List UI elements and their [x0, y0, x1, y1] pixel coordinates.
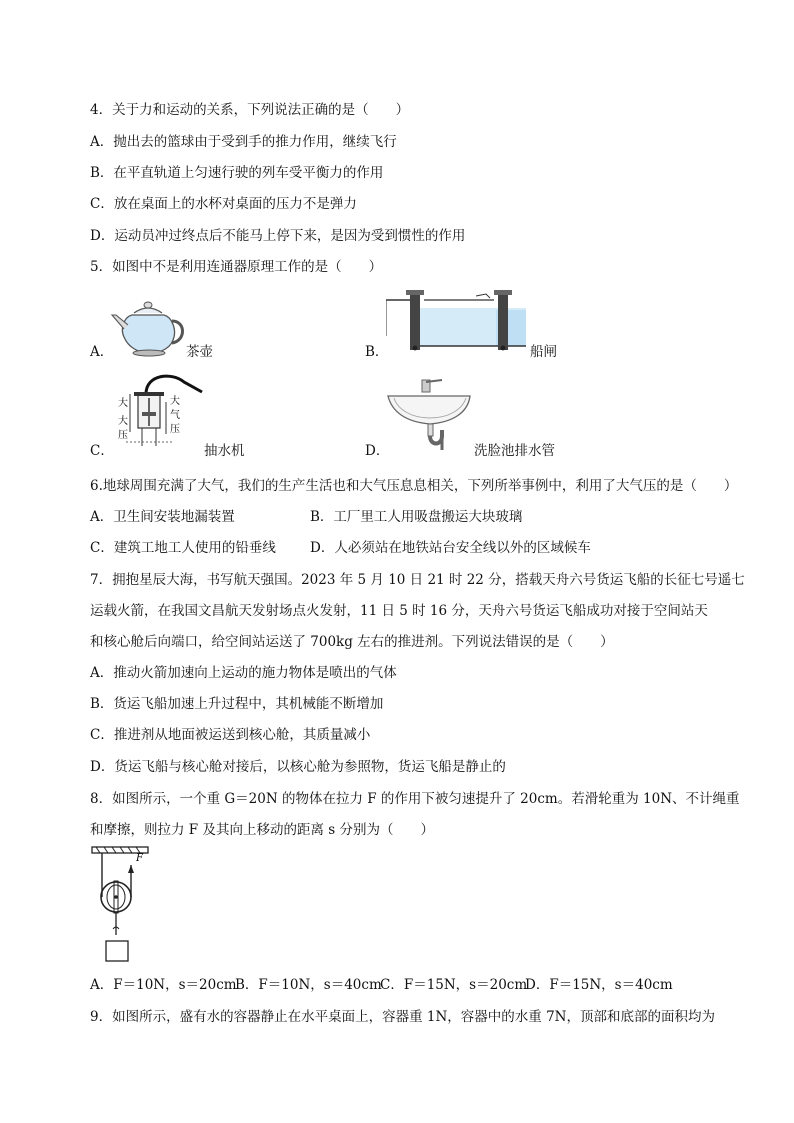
water-pump-figure [116, 372, 208, 450]
q5-option-c-label: 抽水机 [204, 443, 245, 459]
pump-text-3: 压 [118, 430, 128, 441]
q8-option-b: B．F＝10N，s＝40cm [235, 977, 382, 993]
q4-option-c: C．放在桌面上的水杯对桌面的压力不是弹力 [90, 196, 357, 212]
ship-lock-figure [386, 286, 526, 354]
pump-text-4: 大 [170, 396, 180, 407]
q8-option-a: A．F＝10N，s＝20cm [90, 977, 237, 993]
q5-option-b-label: 船闸 [530, 344, 557, 360]
q5-option-d-label: 洗脸池排水管 [474, 443, 555, 459]
q4-option-b: B．在平直轨道上匀速行驶的列车受平衡力的作用 [90, 165, 384, 181]
q5-option-d-letter: D． [365, 443, 390, 459]
q5-option-a-letter: A． [90, 344, 114, 360]
q6-stem: 6.地球周围充满了大气，我们的生产生活也和大气压息息相关，下列所举事例中，利用了大气压的是（ ） [90, 478, 738, 494]
q4-option-a: A．抛出去的篮球由于受到手的推力作用，继续飞行 [90, 134, 397, 150]
q7-line-2: 运载火箭，在我国文昌航天发射场点火发射，11 日 5 时 16 分，天舟六号货运飞船成功对接于空间站天 [90, 603, 708, 619]
teapot-figure [110, 293, 190, 359]
q6-option-a: A．卫生间安装地漏装置 [90, 509, 235, 525]
q6-option-b: B．工厂里工人用吸盘搬运大块玻璃 [310, 509, 523, 525]
q5-option-c-letter: C． [90, 443, 114, 459]
force-label: F [136, 853, 143, 864]
pump-text-2: 大 [118, 416, 128, 427]
q5-option-a-label: 茶壶 [186, 344, 213, 360]
q7-option-b: B．货运飞船加速上升过程中，其机械能不断增加 [90, 696, 384, 712]
pump-text-1: 大 [118, 398, 128, 409]
q5-stem: 5．如图中不是利用连通器原理工作的是（ ） [90, 259, 383, 275]
pulley-figure [90, 845, 154, 967]
pump-text-5: 气 [170, 410, 180, 421]
q7-option-d: D．货运飞船与核心舱对接后，以核心舱为参照物，货运飞船是静止的 [90, 759, 506, 775]
q7-line-1: 7．拥抱星辰大海，书写航天强国。2023 年 5 月 10 日 21 时 22 分，搭载天舟六号货运飞船的长征七号遥七 [90, 572, 745, 588]
q8-option-c: C．F＝15N，s＝20cm [380, 977, 528, 993]
q8-option-d: D．F＝15N，s＝40cm [525, 977, 673, 993]
q6-option-d: D．人必须站在地铁站台安全线以外的区域候车 [310, 540, 591, 556]
q7-option-c: C．推进剂从地面被运送到核心舱，其质量减小 [90, 727, 371, 743]
q7-line-3: 和核心舱后向端口，给空间站运送了 700kg 左右的推进剂。下列说法错误的是（ ） [90, 634, 614, 650]
q7-option-a: A．推动火箭加速向上运动的施力物体是喷出的气体 [90, 665, 397, 681]
q4-stem: 4．关于力和运动的关系，下列说法正确的是（ ） [90, 102, 410, 118]
washbasin-figure [384, 372, 476, 452]
pump-text-6: 压 [170, 424, 180, 435]
q6-option-c: C．建筑工地工人使用的铅垂线 [90, 540, 276, 556]
q5-option-b-letter: B． [365, 344, 389, 360]
q8-line-1: 8．如图所示，一个重 G＝20N 的物体在拉力 F 的作用下被匀速提升了 20cm。若滑轮重为 10N、不计绳重 [90, 791, 740, 807]
q9-line-1: 9．如图所示，盛有水的容器静止在水平桌面上，容器重 1N，容器中的水重 7N，顶部和底部的面积均为 [90, 1009, 715, 1025]
q8-line-2: 和摩擦，则拉力 F 及其向上移动的距离 s 分别为（ ） [90, 822, 434, 838]
q4-option-d: D．运动员冲过终点后不能马上停下来，是因为受到惯性的作用 [90, 228, 466, 244]
